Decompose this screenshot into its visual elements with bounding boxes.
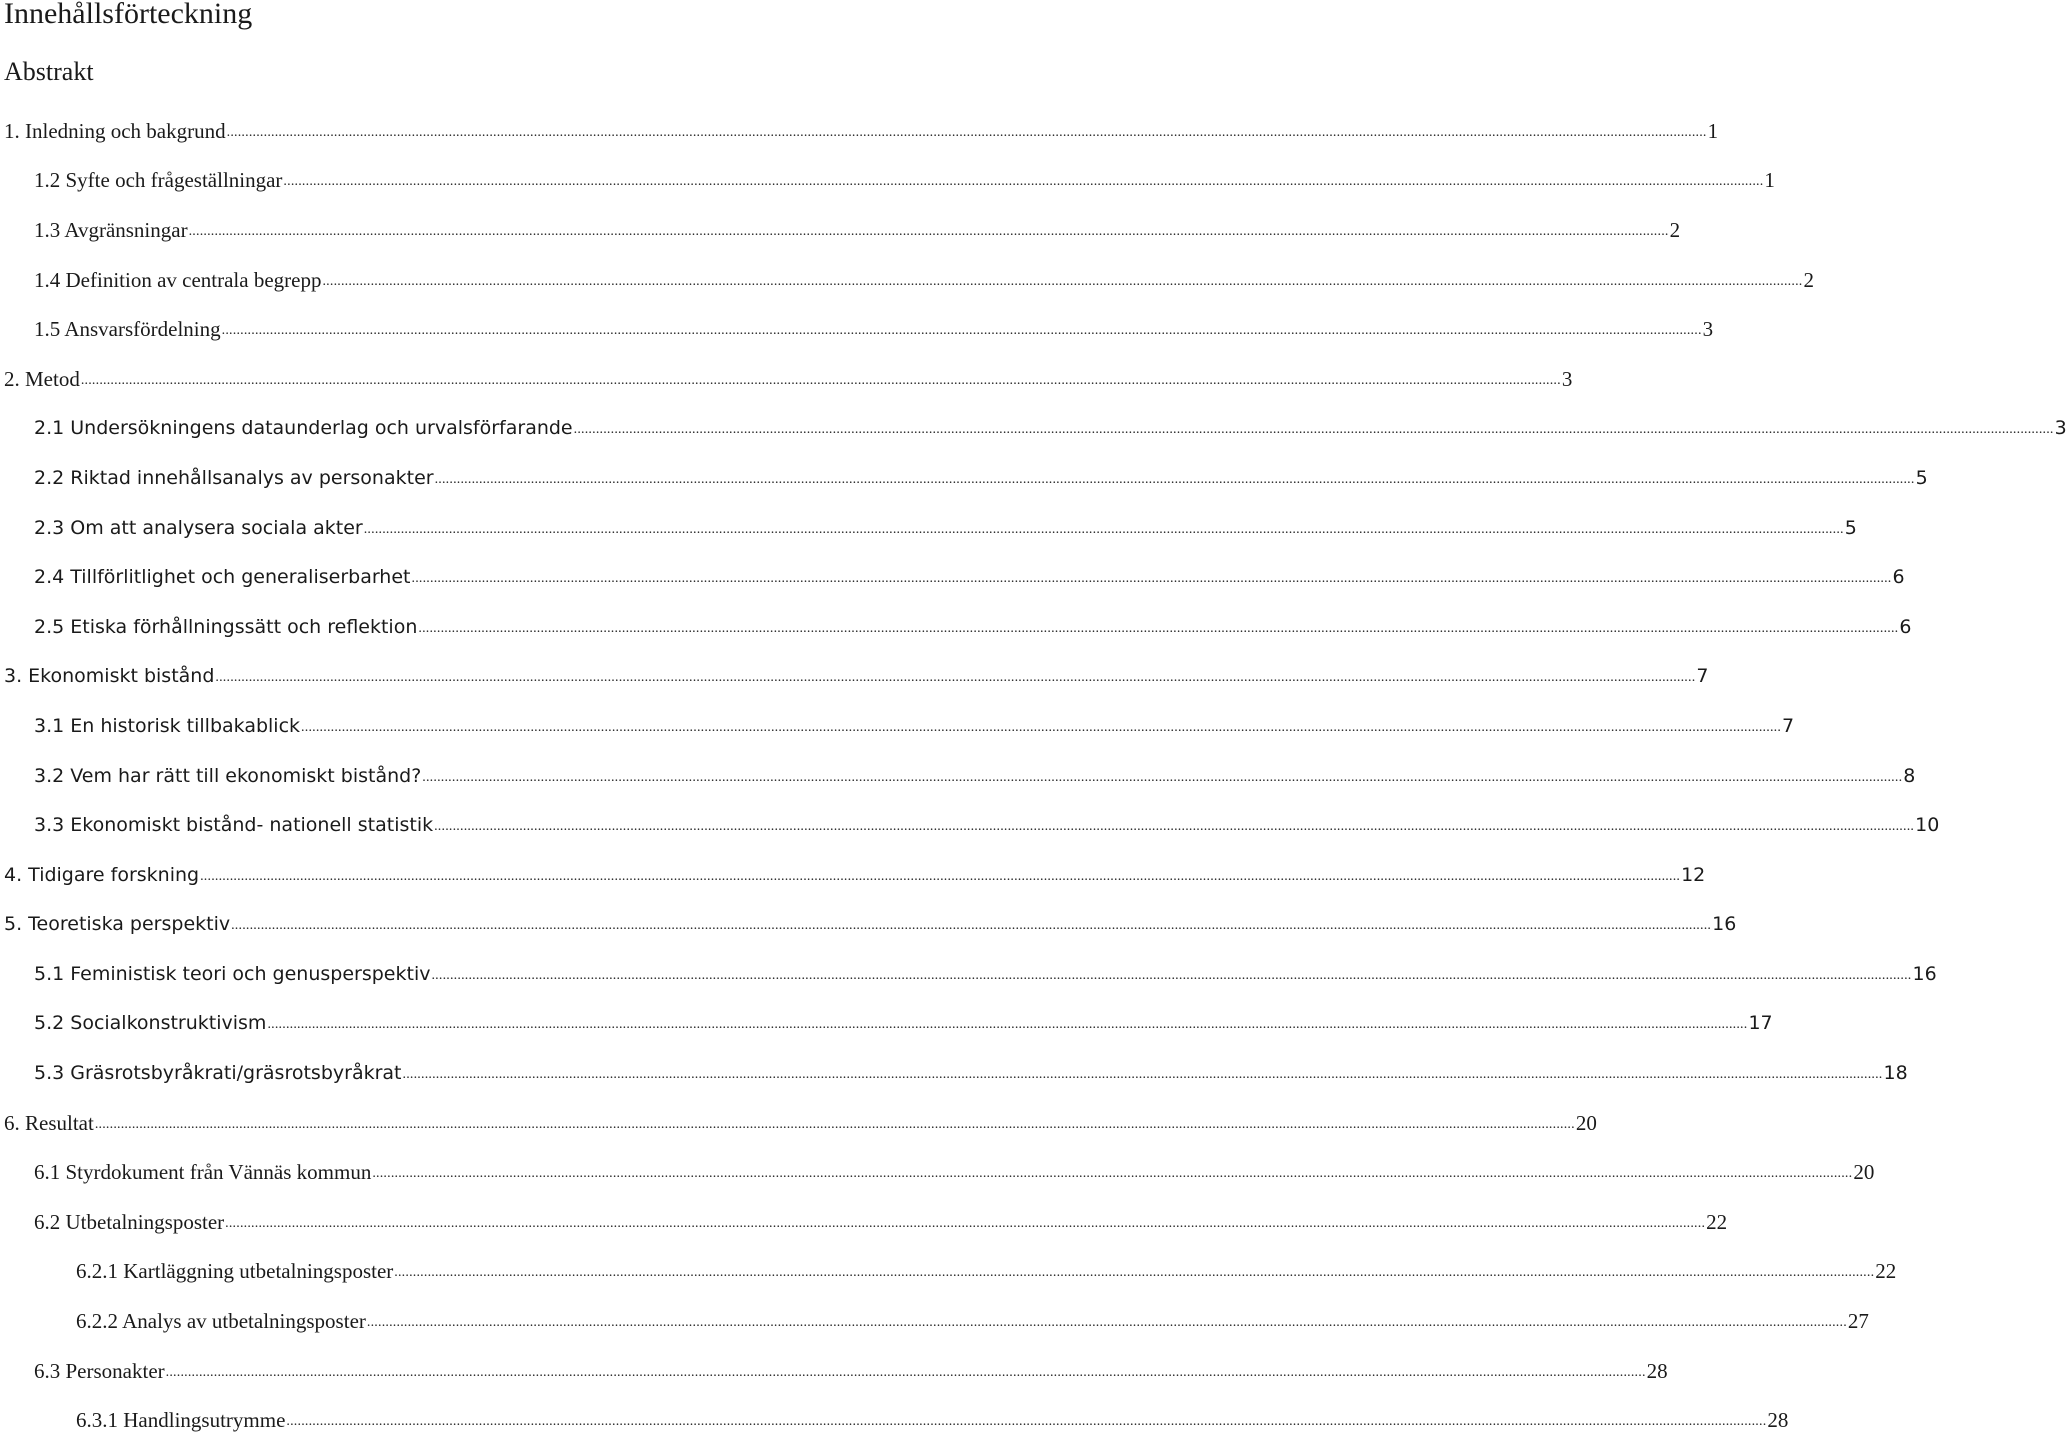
toc-entry bbox=[0, 1296, 1869, 1346]
toc-entry bbox=[0, 453, 1928, 503]
toc-leader-dots: ................................................................................................................................................................................................................................................................................................................................................................................................................ bbox=[225, 1215, 1706, 1231]
toc-entry bbox=[0, 404, 2067, 454]
toc-entry bbox=[0, 503, 1857, 553]
toc-entry-label: 2.5 Etiska förhållningssätt och reflektion bbox=[34, 615, 418, 638]
toc-entry-page-number: 5 bbox=[1915, 466, 1928, 489]
toc-entry-page-number: 16 bbox=[1912, 962, 1937, 985]
toc-entry-page-number: 6 bbox=[1892, 566, 1905, 589]
toc-leader-dots: ................................................................................................................................................................................................................................................................................................................................................................................................................ bbox=[215, 670, 1696, 686]
toc-abstract-entry: Abstrakt bbox=[4, 57, 94, 86]
toc-entry bbox=[0, 751, 1916, 801]
toc-entry-label: 2.3 Om att analysera sociala akter bbox=[34, 516, 363, 539]
toc-entry-page-number: 10 bbox=[1915, 814, 1940, 837]
toc-entry-label: 2.4 Tillförlitlighet och generaliserbarhet bbox=[34, 566, 411, 589]
toc-leader-dots: ................................................................................................................................................................................................................................................................................................................................................................................................................ bbox=[200, 868, 1681, 884]
toc-entry bbox=[0, 106, 1719, 156]
toc-entry-label: 1.4 Definition av centrala begrepp bbox=[34, 267, 322, 292]
toc-entry bbox=[0, 1048, 1908, 1098]
toc-leader-dots: ................................................................................................................................................................................................................................................................................................................................................................................................................ bbox=[94, 1116, 1575, 1132]
toc-entry-label: 2.1 Undersökningens dataunderlag och urvalsförfarande bbox=[34, 417, 573, 440]
toc-entry bbox=[0, 354, 1573, 404]
toc-entry bbox=[0, 1395, 1789, 1445]
toc-entry-page-number: 18 bbox=[1883, 1062, 1908, 1085]
toc-entry-page-number: 7 bbox=[1696, 665, 1709, 688]
toc-entry-label: 4. Tidigare forskning bbox=[4, 863, 200, 886]
toc-entry bbox=[0, 1147, 1875, 1197]
toc-entry bbox=[0, 1346, 1668, 1396]
toc-entry bbox=[0, 949, 1937, 999]
toc-entry-label: 6.3 Personakter bbox=[34, 1358, 165, 1383]
toc-entry-label: 5. Teoretiska perspektiv bbox=[4, 913, 231, 936]
toc-entry bbox=[0, 800, 1940, 850]
page-title: Innehållsförteckning bbox=[4, 0, 253, 30]
toc-entry-page-number: 1 bbox=[1707, 118, 1719, 143]
toc-leader-dots: ................................................................................................................................................................................................................................................................................................................................................................................................................ bbox=[418, 620, 1899, 636]
toc-leader-dots: ................................................................................................................................................................................................................................................................................................................................................................................................................ bbox=[267, 1017, 1748, 1033]
toc-leader-dots: ................................................................................................................................................................................................................................................................................................................................................................................................................ bbox=[221, 323, 1702, 339]
toc-entry-page-number: 2 bbox=[1669, 217, 1681, 242]
toc-entry-label: 5.3 Gräsrotsbyråkrati/gräsrotsbyråkrat bbox=[34, 1062, 402, 1085]
toc-entry bbox=[0, 602, 1912, 652]
toc-entry-label: 1. Inledning och bakgrund bbox=[4, 118, 226, 143]
toc-entry-page-number: 7 bbox=[1782, 714, 1795, 737]
toc-entry-label: 3.3 Ekonomiskt bistånd- nationell statistik bbox=[34, 814, 434, 837]
toc-entry bbox=[0, 205, 1681, 255]
toc-entry-page-number: 27 bbox=[1847, 1309, 1869, 1334]
toc-entry-label: 6.2.2 Analys av utbetalningsposter bbox=[76, 1309, 366, 1334]
toc-leader-dots: ................................................................................................................................................................................................................................................................................................................................................................................................................ bbox=[322, 273, 1803, 289]
toc-entry-label: 6. Resultat bbox=[4, 1110, 94, 1135]
toc-entry bbox=[0, 701, 1795, 751]
toc-entry-page-number: 2 bbox=[1803, 267, 1814, 292]
toc-leader-dots: ................................................................................................................................................................................................................................................................................................................................................................................................................ bbox=[372, 1166, 1853, 1182]
toc-entry-label: 6.3.1 Handlingsutrymme bbox=[76, 1408, 286, 1433]
toc-entry-page-number: 22 bbox=[1875, 1259, 1897, 1284]
toc-leader-dots: ................................................................................................................................................................................................................................................................................................................................................................................................................ bbox=[394, 1265, 1875, 1281]
toc-leader-dots: ................................................................................................................................................................................................................................................................................................................................................................................................................ bbox=[363, 521, 1844, 537]
toc-leader-dots: ................................................................................................................................................................................................................................................................................................................................................................................................................ bbox=[366, 1315, 1847, 1331]
toc-entry-page-number: 16 bbox=[1712, 913, 1737, 936]
toc-entry-page-number: 6 bbox=[1899, 615, 1912, 638]
toc-entry-page-number: 5 bbox=[1844, 516, 1857, 539]
toc-entry bbox=[0, 552, 1905, 602]
toc-entry bbox=[0, 652, 1709, 702]
toc-entry-label: 3. Ekonomiskt bistånd bbox=[4, 665, 215, 688]
toc-leader-dots: ................................................................................................................................................................................................................................................................................................................................................................................................................ bbox=[226, 124, 1707, 140]
toc-leader-dots: ................................................................................................................................................................................................................................................................................................................................................................................................................ bbox=[402, 1067, 1883, 1083]
toc-entry-page-number: 28 bbox=[1767, 1408, 1789, 1433]
toc-leader-dots: ................................................................................................................................................................................................................................................................................................................................................................................................................ bbox=[188, 223, 1669, 239]
toc-entry-label: 2. Metod bbox=[4, 366, 80, 391]
toc-leader-dots: ................................................................................................................................................................................................................................................................................................................................................................................................................ bbox=[231, 918, 1712, 934]
toc-entry-label: 5.1 Feministisk teori och genusperspektiv bbox=[34, 962, 431, 985]
toc-entry-page-number: 8 bbox=[1903, 764, 1916, 787]
toc-entry-page-number: 28 bbox=[1646, 1358, 1668, 1383]
toc-entry bbox=[0, 255, 1814, 305]
toc-leader-dots: ................................................................................................................................................................................................................................................................................................................................................................................................................ bbox=[434, 471, 1915, 487]
toc-entry-page-number: 3 bbox=[2054, 417, 2067, 440]
toc-entry bbox=[0, 1098, 1597, 1148]
toc-leader-dots: ................................................................................................................................................................................................................................................................................................................................................................................................................ bbox=[431, 967, 1912, 983]
toc-entry-page-number: 20 bbox=[1575, 1110, 1597, 1135]
toc-entry-page-number: 20 bbox=[1853, 1160, 1875, 1185]
toc-entry-label: 6.2.1 Kartläggning utbetalningsposter bbox=[76, 1259, 394, 1284]
toc-entry-label: 2.2 Riktad innehållsanalys av personakter bbox=[34, 466, 434, 489]
toc-leader-dots: ................................................................................................................................................................................................................................................................................................................................................................................................................ bbox=[283, 174, 1764, 190]
toc-entry-label: 1.5 Ansvarsfördelning bbox=[34, 317, 221, 342]
toc-entry-label: 3.1 En historisk tillbakablick bbox=[34, 714, 301, 737]
toc-leader-dots: ................................................................................................................................................................................................................................................................................................................................................................................................................ bbox=[422, 769, 1903, 785]
toc-entry-page-number: 22 bbox=[1706, 1209, 1728, 1234]
toc-leader-dots: ................................................................................................................................................................................................................................................................................................................................................................................................................ bbox=[573, 422, 2054, 438]
toc-leader-dots: ................................................................................................................................................................................................................................................................................................................................................................................................................ bbox=[286, 1414, 1767, 1430]
toc-entry-label: 6.2 Utbetalningsposter bbox=[34, 1209, 225, 1234]
toc-entry bbox=[0, 1247, 1897, 1297]
toc-entry-page-number: 3 bbox=[1702, 317, 1714, 342]
toc-entry bbox=[0, 999, 1773, 1049]
toc-entry-label: 5.2 Socialkonstruktivism bbox=[34, 1012, 267, 1035]
toc-entry-label: 1.3 Avgränsningar bbox=[34, 217, 188, 242]
toc-entry-page-number: 12 bbox=[1681, 863, 1706, 886]
toc-entry-label: 3.2 Vem har rätt till ekonomiskt bistånd? bbox=[34, 764, 422, 787]
toc-entry bbox=[0, 1197, 1728, 1247]
toc-entry bbox=[0, 304, 1714, 354]
toc-entry bbox=[0, 850, 1706, 900]
toc-leader-dots: ................................................................................................................................................................................................................................................................................................................................................................................................................ bbox=[434, 819, 1915, 835]
toc-leader-dots: ................................................................................................................................................................................................................................................................................................................................................................................................................ bbox=[80, 372, 1561, 388]
toc-leader-dots: ................................................................................................................................................................................................................................................................................................................................................................................................................ bbox=[301, 719, 1782, 735]
toc-entry bbox=[0, 156, 1775, 206]
toc-entry-page-number: 1 bbox=[1764, 168, 1775, 193]
toc-entry-page-number: 17 bbox=[1748, 1012, 1773, 1035]
table-of-contents bbox=[0, 106, 2067, 1445]
toc-entry-label: 6.1 Styrdokument från Vännäs kommun bbox=[34, 1160, 372, 1185]
toc-leader-dots: ................................................................................................................................................................................................................................................................................................................................................................................................................ bbox=[165, 1364, 1646, 1380]
toc-entry-label: 1.2 Syfte och frågeställningar bbox=[34, 168, 283, 193]
toc-entry-page-number: 3 bbox=[1561, 366, 1573, 391]
toc-leader-dots: ................................................................................................................................................................................................................................................................................................................................................................................................................ bbox=[411, 571, 1892, 587]
toc-entry bbox=[0, 900, 1737, 950]
